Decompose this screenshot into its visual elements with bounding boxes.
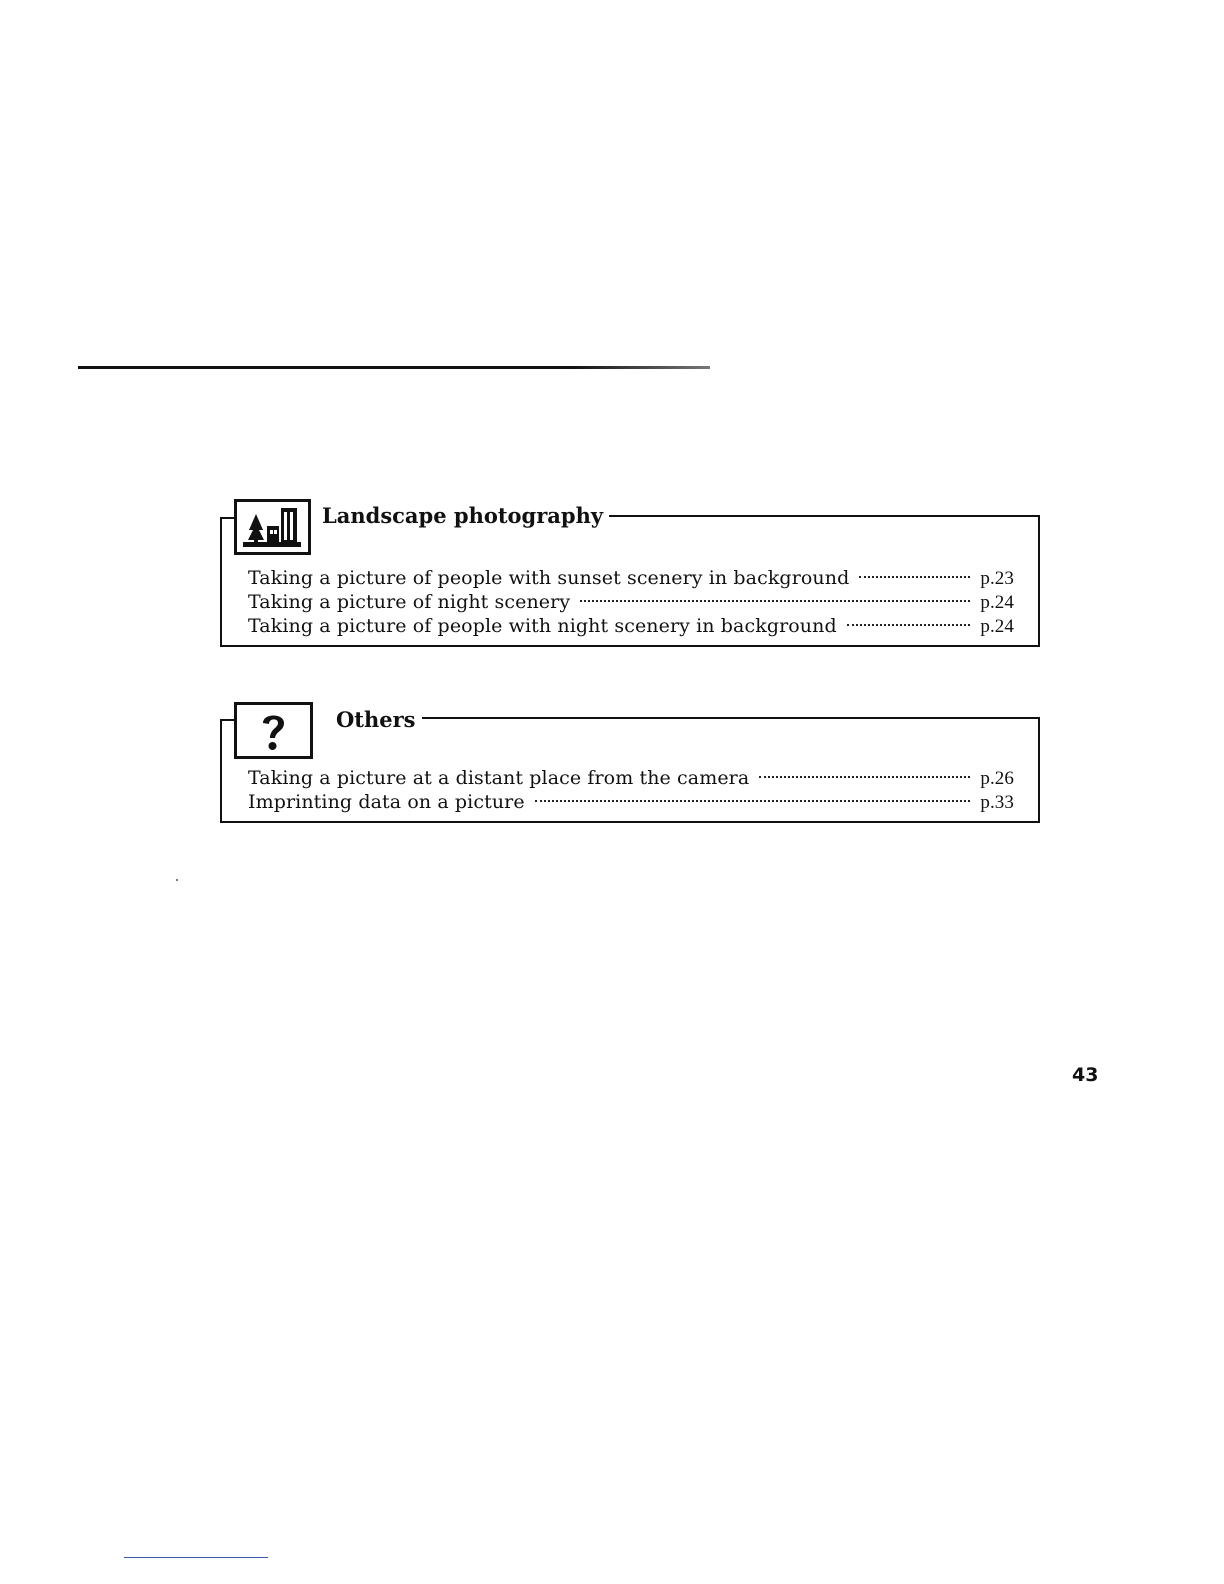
- page-number: 43: [1072, 1064, 1099, 1086]
- section-top-border: [602, 515, 1040, 517]
- entry-page-ref: p.33: [980, 792, 1014, 813]
- bottom-rule: [124, 1557, 268, 1558]
- landscape-tree-building-icon: [234, 499, 311, 555]
- list-item: [248, 591, 1014, 615]
- section-heading: Landscape photography: [322, 503, 609, 528]
- entry-page-ref: p.23: [980, 568, 1014, 589]
- entry-list: [248, 767, 1014, 815]
- dot-leader: [847, 624, 971, 626]
- list-item: [248, 791, 1014, 815]
- section-top-stub: [220, 517, 234, 519]
- dot-leader: [580, 600, 970, 602]
- entry-list: [248, 567, 1014, 639]
- section-heading: Others: [336, 707, 422, 732]
- entry-page-ref: p.24: [980, 592, 1014, 613]
- entry-text: Taking a picture at a distant place from the camera: [248, 767, 750, 789]
- dot-leader: [535, 800, 971, 802]
- top-rule: [78, 366, 710, 369]
- section-top-stub: [220, 719, 234, 721]
- list-item: [248, 615, 1014, 639]
- list-item: [248, 567, 1014, 591]
- dot-leader: [759, 776, 970, 778]
- entry-text: Imprinting data on a picture: [248, 791, 525, 813]
- entry-page-ref: p.26: [980, 768, 1014, 789]
- entry-text: Taking a picture of night scenery: [248, 591, 571, 613]
- section-landscape-photography: [220, 503, 1040, 647]
- entry-page-ref: p.24: [980, 616, 1014, 637]
- list-item: [248, 767, 1014, 791]
- entry-text: Taking a picture of people with night scenery in background: [248, 615, 837, 637]
- scan-speck: [176, 879, 178, 881]
- section-top-border: [422, 717, 1040, 719]
- entry-text: Taking a picture of people with sunset scenery in background: [248, 567, 850, 589]
- dot-leader: [859, 576, 970, 578]
- section-others: [220, 707, 1040, 823]
- question-mark-icon: [234, 702, 313, 759]
